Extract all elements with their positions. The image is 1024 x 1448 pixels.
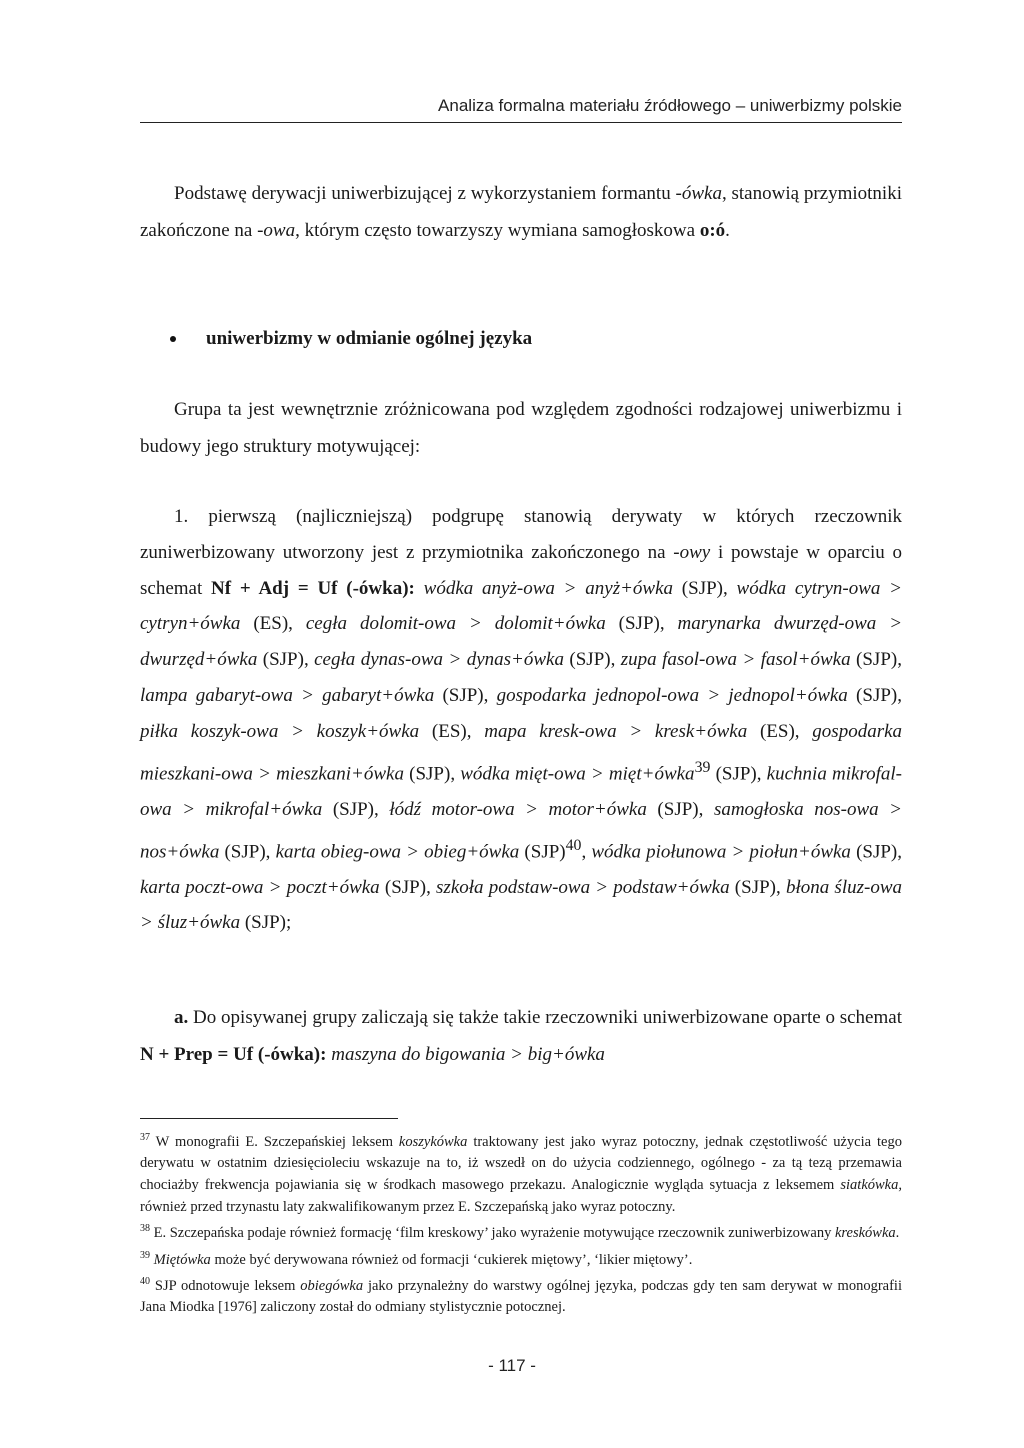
footnote-38: $^{38}$ E. Szczepańska podaje również formację ‘film kreskowy’ jako wyrażenie motywujące rzeczownik zuniwerbizowany kreskówka. (140, 1223, 900, 1242)
paragraph-subgroup-1: 1. pierwszą (najliczniejszą) podgrupę stanowią derywaty w których rzeczownik zuniwerbizowany utworzony jest z przymiotnika zakończonego na -owy i powstaje w oparciu o schemat Nf + Adj = Uf (-ówka): wódka anyż-owa > anyż+ówka (SJP), wódka cytryn-owa > cytryn+ówka (ES), cegła dolomit-owa > dolomit+ówka (SJP), marynarka dwurzęd-owa > dwurzęd+ówka (SJP), cegła dynas-owa > dynas+ówka (SJP), zupa fasol-owa > fasol+ówka (SJP), lampa gabaryt-owa > gabaryt+ówka (SJP), gospodarka jednopol-owa > jednopol+ówka (SJP), piłka koszyk-owa > koszyk+ówka (ES), mapa kresk-owa > kresk+ówka (ES), gospodarka mieszkani-owa > mieszkani+ówka (SJP), wódka mięt-owa > mięt+ówka$^{39}$ (SJP), kuchnia mikrofal-owa > mikrofal+ówka (SJP), łódź motor-owa > motor+ówka (SJP), samogłoska nos-owa > nos+ówka (SJP), karta obieg-owa > obieg+ówka (SJP)$^{40}$, wódka piołunowa > piołun+ówka (SJP), karta poczt-owa > poczt+ówka (SJP), szkoła podstaw-owa > podstaw+ówka (SJP), błona śluz-owa > śluz+ówka (SJP); (140, 506, 903, 934)
header-rule (140, 122, 902, 123)
running-header: Analiza formalna materiału źródłowego – uniwerbizmy polskie (438, 96, 902, 115)
bullet-icon (170, 336, 176, 342)
footnote-separator (140, 1118, 398, 1119)
section-heading: uniwerbizmy w odmianie ogólnej języka (140, 328, 902, 350)
paragraph-group: Grupa ta jest wewnętrznie zróżnicowana pod względem zgodności rodzajowej uniwerbizmu i budowy jego struktury motywującej: (140, 399, 902, 457)
footnote-39: $^{39}$ Miętówka może być derywowana również od formacji ‘cukierek miętowy’, ‘likier miętowy’. (140, 1249, 693, 1268)
footnote-40: $^{40}$ SJP odnotowuje leksem obiegówka jako przynależny do warstwy ogólnej języka, podczas gdy ten sam derywat w monografii Jana Miodka [1976] zaliczony został do odmiany stylistycznie potocznej. (140, 1276, 902, 1316)
paragraph-subgroup-a: a. Do opisywanej grupy zaliczają się także takie rzeczowniki uniwerbizowane oparte o schemat N + Prep = Uf (-ówka): maszyna do bigowania > big+ówka (140, 1007, 902, 1065)
footnotes (140, 1127, 902, 1319)
paragraph-intro: Podstawę derywacji uniwerbizującej z wykorzystaniem formantu -ówka, stanowią przymiotniki zakończone na -owa, którym często towarzyszy wymiana samogłoskowa o:ó. (140, 183, 902, 241)
page-number: - 117 - (488, 1356, 536, 1375)
footnote-37: $^{37}$ W monografii E. Szczepańskiej leksem koszykówka traktowany jest jako wyraz potoczny, jednak częstotliwość użycia tego derywatu w ostatnim dziesięcioleciu wskazuje na to, iż wszedł on do użycia codziennego, ogólnego - za tą tezą przemawia chociażby frekwencja pojawiania się w środkach masowego przekazu. Analogicznie wygląda sytuacja z leksemem siatkówka, również przed trzynastu laty zakwalifikowanym przez E. Szczepańską jako wyraz potoczny. (140, 1132, 902, 1215)
